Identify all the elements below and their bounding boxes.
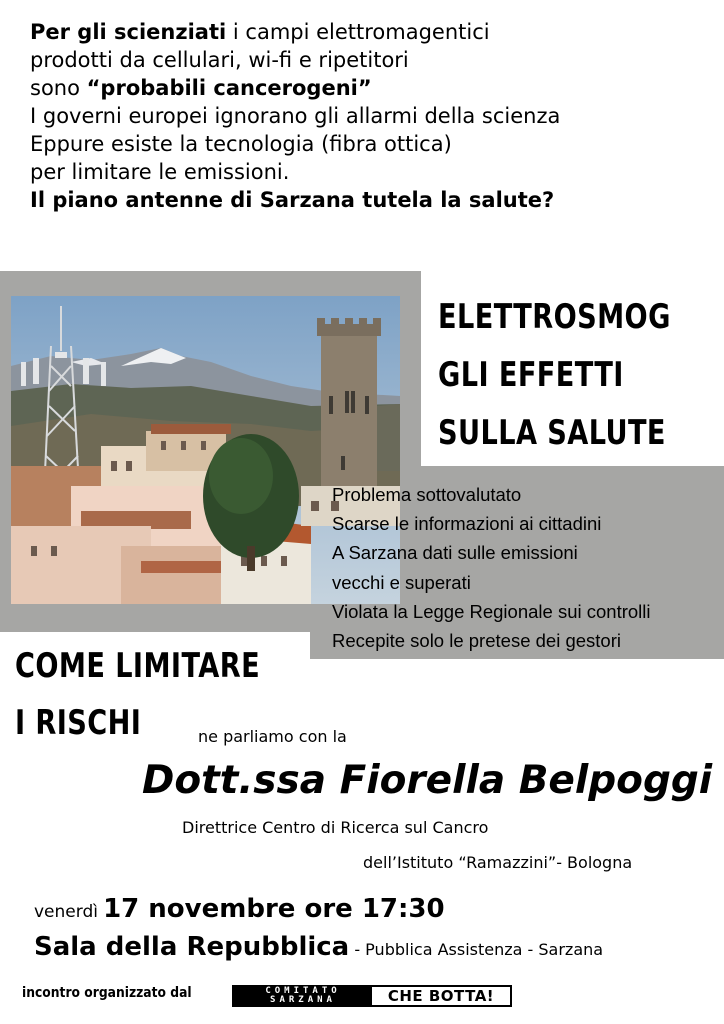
speaker-role-line-1: Direttrice Centro di Ricerca sul Cancro (182, 818, 489, 837)
venue-name: Sala della Repubblica (34, 932, 350, 962)
list-item: vecchi e superati (332, 571, 471, 593)
headline-line-2: GLI EFFETTI (438, 355, 624, 395)
organized-by-label: incontro organizzato dal (22, 985, 192, 1001)
problem-list (332, 480, 650, 655)
intro-line-1: Per gli scienziati i campi elettromagentici (30, 20, 490, 44)
intro-line-6: per limitare le emissioni. (30, 160, 290, 184)
event-datetime: 17 novembre ore 17:30 (103, 894, 445, 924)
headline-line-3: SULLA SALUTE (438, 413, 666, 453)
logo-comitato-sarzana: COMITATO SARZANA (234, 987, 372, 1005)
event-date (34, 894, 445, 924)
list-item: A Sarzana dati sulle emissioni (332, 542, 578, 564)
intro-text (30, 18, 560, 214)
venue-detail: - Pubblica Assistenza - Sarzana (349, 940, 604, 959)
intro-line-3: sono “probabili cancerogeni” (30, 76, 372, 100)
headline-line-1: ELETTROSMOG (438, 297, 671, 337)
list-item: Violata la Legge Regionale sui controlli (332, 600, 651, 622)
event-day: venerdì (34, 902, 98, 922)
event-venue (34, 932, 603, 962)
logo-che-botta: CHE BOTTA! (372, 987, 510, 1005)
list-item: Recepite solo le pretese dei gestori (332, 630, 621, 652)
list-item: Problema sottovalutato (332, 484, 522, 505)
intro-line-4: I governi europei ignorano gli allarmi della scienza (30, 104, 561, 128)
limit-heading-line-2: I RISCHI (15, 703, 142, 743)
organizer-logo (232, 985, 512, 1007)
limit-heading-line-1: COME LIMITARE (15, 646, 261, 686)
intro-question: Il piano antenne di Sarzana tutela la salute? (30, 188, 555, 212)
speaker-role-line-2: dell’Istituto “Ramazzini”- Bologna (363, 853, 633, 872)
list-item: Scarse le informazioni ai cittadini (332, 513, 602, 535)
intro-line-5: Eppure esiste la tecnologia (fibra ottica) (30, 132, 452, 156)
speaker-intro: ne parliamo con la (198, 727, 347, 746)
intro-line-2: prodotti da cellulari, wi-fi e ripetitori (30, 48, 409, 72)
speaker-name: Dott.ssa Fiorella Belpoggi (142, 758, 713, 803)
